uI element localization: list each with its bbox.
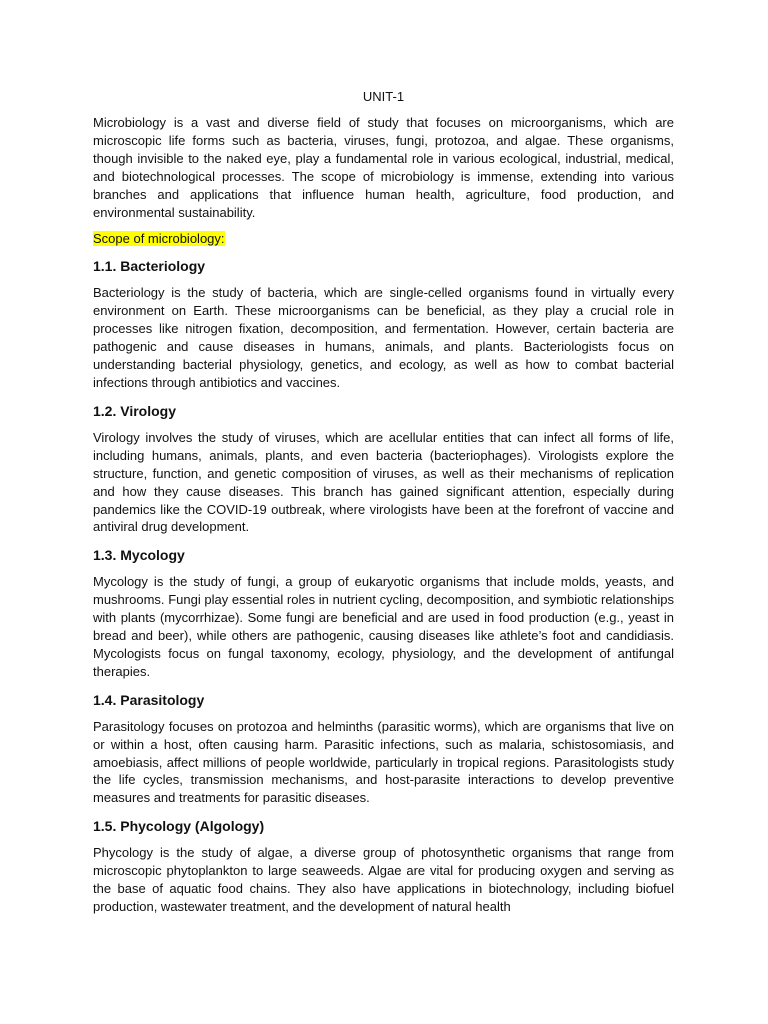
section-body: Parasitology focuses on protozoa and helminths (parasitic worms), which are organisms that live on or within a host, often causing harm. Parasitic infections, such as malaria, schistosomiasis, and amoebiasis, affect millions of people worldwide, particularly in tropical regions. Parasitologists study the life cycles, transmission mechanisms, and host-parasite interactions to develop preventive measures and treatments for parasitic diseases. — [93, 718, 674, 806]
section-heading: 1.4. Parasitology — [93, 691, 205, 708]
section-phycology — [93, 816, 674, 916]
section-body: Virology involves the study of viruses, which are acellular entities that can infect all forms of life, including humans, animals, plants, and even bacteria (bacteriophages). Virologists explore the structure, function, and genetic composition of viruses, as well as their mechanisms of replication and how they cause diseases. This branch has gained significant attention, especially during pandemics like the COVID-19 outbreak, where virologists have been at the forefront of vaccine and antiviral drug development. — [93, 429, 674, 535]
section-heading: 1.1. Bacteriology — [93, 258, 206, 275]
section-heading: 1.2. Virology — [93, 402, 176, 419]
scope-label — [93, 230, 674, 248]
section-parasitology — [93, 690, 674, 808]
unit-title: UNIT-1 — [362, 89, 405, 104]
section-body: Bacteriology is the study of bacteria, which are single-celled organisms found in virtually every environment on Earth. These microorganisms can be beneficial, as they play a crucial role in processes like nitrogen fixation, decomposition, and fermentation. However, certain bacteria are pathogenic and cause diseases in humans, animals, and plants. Bacteriologists focus on understanding bacterial physiology, genetics, and ecology, as well as how to combat bacterial infections through antibiotics and vaccines. — [93, 285, 674, 390]
document-page — [93, 88, 674, 925]
section-heading: 1.3. Mycology — [93, 547, 185, 564]
section-body: Phycology is the study of algae, a diverse group of photosynthetic organisms that range from microscopic phytoplankton to large seaweeds. Algae are vital for producing oxygen and serving as the base of aquatic food chains. They also have applications in biotechnology, including biofuel production, wastewater treatment, and the development of natural health — [93, 845, 674, 914]
section-mycology — [93, 545, 674, 680]
scope-label-highlight: Scope of microbiology: — [93, 231, 225, 247]
section-bacteriology — [93, 256, 674, 391]
intro-paragraph: Microbiology is a vast and diverse field of study that focuses on microorganisms, which are microscopic life forms such as bacteria, viruses, fungi, protozoa, and algae. These organisms, though invisible to the naked eye, play a fundamental role in various ecological, industrial, medical, and biotechnological processes. The scope of microbiology is immense, extending into various branches and applications that influence human health, agriculture, food production, and environmental sustainability. — [93, 115, 674, 220]
section-body: Mycology is the study of fungi, a group of eukaryotic organisms that include molds, yeasts, and mushrooms. Fungi play essential roles in nutrient cycling, decomposition, and symbiotic relationships with plants (mycorrhizae). Some fungi are beneficial and are used in food production (e.g., yeast in bread and beer), while others are pathogenic, causing diseases like athlete’s foot and candidiasis. Mycologists focus on fungal taxonomy, ecology, physiology, and the development of antifungal therapies. — [93, 574, 674, 679]
section-virology — [93, 401, 674, 536]
section-heading: 1.5. Phycology (Algology) — [93, 818, 265, 835]
